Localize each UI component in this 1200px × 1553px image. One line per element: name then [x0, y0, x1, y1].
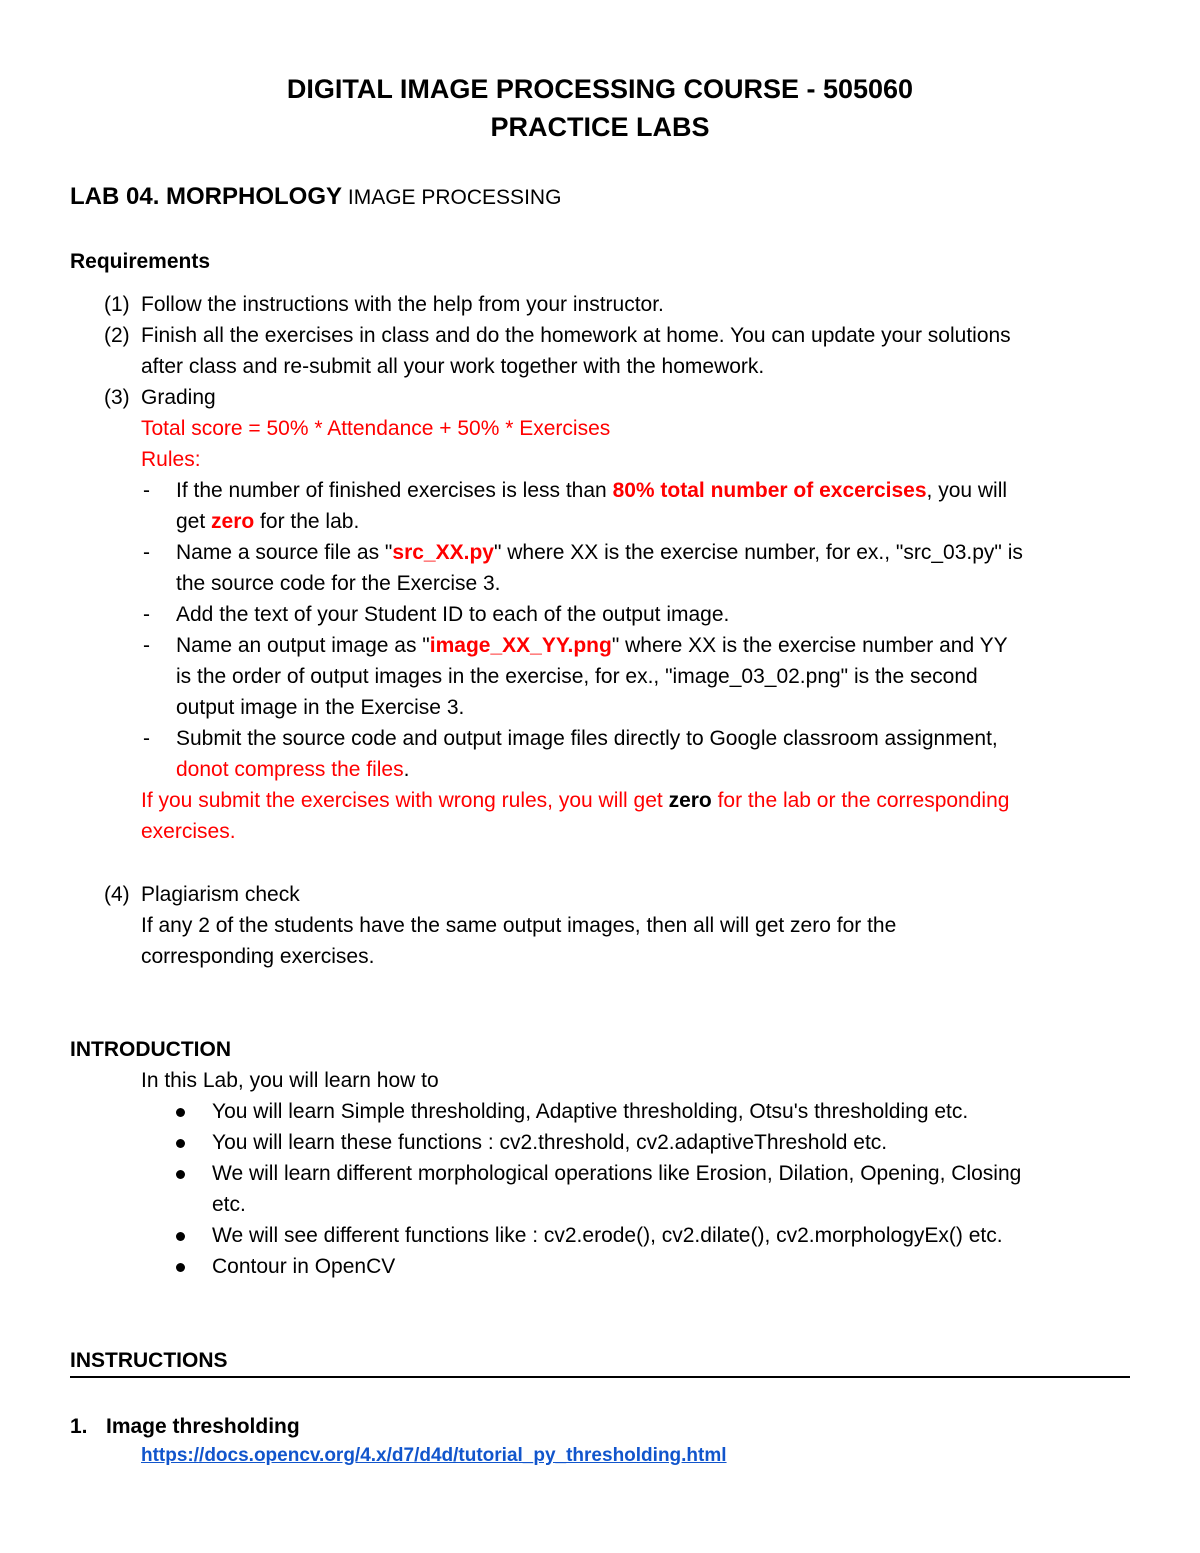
- lab-heading: [70, 183, 561, 212]
- requirements-heading: Requirements: [70, 250, 211, 273]
- rule-4-filename: image_XX_YY.png: [429, 634, 612, 657]
- rule-2-filename: src_XX.py: [392, 541, 494, 564]
- rule-5-line2: [176, 757, 409, 782]
- req-2-text-line1: Finish all the exercises in class and do the homework at home. You can update your solutions: [141, 324, 1011, 347]
- intro-bullet-2-text: You will learn these functions : cv2.threshold, cv2.adaptiveThreshold etc.: [212, 1131, 888, 1154]
- instruction-1-title: Image thresholding: [106, 1415, 300, 1438]
- intro-bullet-1: [176, 1099, 969, 1124]
- rule-1-text-f: for the lab.: [254, 510, 360, 533]
- rule-3-dash: -: [143, 603, 150, 626]
- lab-heading-sub: IMAGE PROCESSING: [342, 186, 562, 209]
- intro-bullet-3-text: We will learn different morphological operations like Erosion, Dilation, Opening, Closing: [212, 1162, 1022, 1185]
- doc-title-line2: PRACTICE LABS: [490, 112, 710, 142]
- bullet-icon: [176, 1263, 185, 1272]
- rule-2-line2: the source code for the Exercise 3.: [176, 572, 501, 595]
- bullet-icon: [176, 1232, 185, 1241]
- rule-1-text-c: , you will: [926, 479, 1008, 502]
- intro-bullet-5: [176, 1254, 396, 1279]
- rules-label: Rules:: [141, 448, 201, 471]
- rule-4-text-a: Name an output image as ": [176, 634, 430, 657]
- warning-text-c: for the lab or the corresponding: [711, 789, 1010, 812]
- rule-5-line1: Submit the source code and output image files directly to Google classroom assignment,: [176, 727, 998, 750]
- rule-2-text-c: " where XX is the exercise number, for ex., "src_03.py" is: [493, 541, 1023, 564]
- instructions-divider: [70, 1376, 1130, 1378]
- instruction-1-link-wrap: [141, 1445, 727, 1468]
- bullet-icon: [176, 1139, 185, 1148]
- rule-2-text-a: Name a source file as ": [176, 541, 393, 564]
- rule-3-text: Add the text of your Student ID to each of the output image.: [176, 603, 730, 626]
- warning-line1: [141, 788, 1009, 813]
- introduction-lead: In this Lab, you will learn how to: [141, 1069, 439, 1092]
- warning-zero: zero: [668, 789, 712, 812]
- req-3-number: (3): [104, 386, 130, 409]
- instructions-heading: INSTRUCTIONS: [70, 1349, 228, 1372]
- introduction-heading: INTRODUCTION: [70, 1038, 231, 1061]
- warning-text-a: If you submit the exercises with wrong rules, you will get: [141, 789, 669, 812]
- rule-1-text-a: If the number of finished exercises is less than: [176, 479, 613, 502]
- bullet-icon: [176, 1170, 185, 1179]
- req-3-text: Grading: [141, 386, 216, 409]
- instruction-1-number: 1.: [70, 1415, 88, 1438]
- rule-2-dash: -: [143, 541, 150, 564]
- grading-formula: Total score = 50% * Attendance + 50% * Exercises: [141, 417, 611, 440]
- intro-bullet-3-continuation: etc.: [212, 1193, 246, 1216]
- rule-2-line1: [176, 540, 1023, 565]
- lab-heading-main: LAB 04. MORPHOLOGY: [70, 183, 343, 210]
- thresholding-tutorial-link[interactable]: https://docs.opencv.org/4.x/d7/d4d/tutorial_py_thresholding.html: [141, 1445, 727, 1466]
- req-4-text: Plagiarism check: [141, 883, 300, 906]
- rule-4-dash: -: [143, 634, 150, 657]
- req-2-number: (2): [104, 324, 130, 347]
- rule-1-text-d: get: [176, 510, 212, 533]
- req-1-text: Follow the instructions with the help from your instructor.: [141, 293, 664, 316]
- rule-1-zero: zero: [211, 510, 255, 533]
- req-4-number: (4): [104, 883, 130, 906]
- intro-bullet-5-text: Contour in OpenCV: [212, 1255, 396, 1278]
- bullet-icon: [176, 1108, 185, 1117]
- rule-4-text-c: " where XX is the exercise number and YY: [611, 634, 1008, 657]
- rule-1-dash: -: [143, 479, 150, 502]
- intro-bullet-3: [176, 1161, 1022, 1186]
- rule-5-no-compress: donot compress the files: [176, 758, 404, 781]
- intro-bullet-4-text: We will see different functions like : cv2.erode(), cv2.dilate(), cv2.morphologyEx() etc.: [212, 1224, 1003, 1247]
- intro-bullet-2: [176, 1130, 888, 1155]
- plagiarism-line2: corresponding exercises.: [141, 945, 375, 968]
- req-2-text-line2: after class and re-submit all your work together with the homework.: [141, 355, 765, 378]
- doc-title-line1: DIGITAL IMAGE PROCESSING COURSE - 505060: [286, 74, 914, 104]
- intro-bullet-1-text: You will learn Simple thresholding, Adaptive thresholding, Otsu's thresholding etc.: [212, 1100, 969, 1123]
- req-1-number: (1): [104, 293, 130, 316]
- rule-4-line1: [176, 633, 1008, 658]
- rule-5-period: .: [403, 758, 410, 781]
- rule-5-dash: -: [143, 727, 150, 750]
- rule-4-line3: output image in the Exercise 3.: [176, 696, 465, 719]
- warning-line2: exercises.: [141, 820, 236, 843]
- rule-4-line2: is the order of output images in the exercise, for ex., "image_03_02.png" is the second: [176, 665, 978, 688]
- rule-1-line1: [176, 478, 1007, 503]
- intro-bullet-4: [176, 1223, 1003, 1248]
- rule-1-line2: [176, 509, 359, 534]
- rule-1-highlight: 80% total number of excercises: [612, 479, 927, 502]
- plagiarism-line1: If any 2 of the students have the same output images, then all will get zero for the: [141, 914, 897, 937]
